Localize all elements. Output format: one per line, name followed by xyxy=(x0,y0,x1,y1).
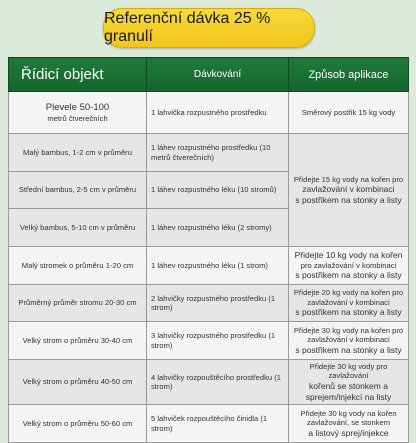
table-row xyxy=(9,285,409,322)
target-cell xyxy=(9,92,147,134)
method-text: Přidejte 30 kg vody na kořen xyxy=(300,408,397,418)
dose-cell: 1 lahvička rozpustného prostředku xyxy=(147,92,289,134)
table-row xyxy=(9,247,409,285)
method-text: sprejem/injekcí na listy xyxy=(305,391,392,402)
target-text: Plevele 50-100 xyxy=(45,101,110,113)
dosage-table xyxy=(8,57,409,443)
method-text: s postřikem na stonky a listy xyxy=(295,307,402,318)
method-text: Přidejte 15 kg vody na kořen pro xyxy=(293,174,404,184)
target-cell: Velký strom o průměru 50-60 cm xyxy=(9,405,147,443)
table-row xyxy=(9,134,409,172)
method-text: a listový sprej/injekce xyxy=(308,427,389,438)
target-cell: Malý bambus, 1-2 cm v průměru xyxy=(9,134,147,172)
dose-cell: 1 láhev rozpustného léku (2 stromy) xyxy=(147,209,289,247)
method-text: s postřikem na stonky a listy xyxy=(295,270,402,281)
header-dose: Dávkování xyxy=(147,58,289,92)
method-text: Přidejte 20 kg vody na kořen pro xyxy=(293,288,404,298)
method-text: zavlažování v kombinaci xyxy=(307,335,390,345)
method-text: zavlažování v kombinaci xyxy=(307,297,390,307)
method-cell xyxy=(289,247,409,285)
method-text: zavlažování, se stonkem xyxy=(306,418,391,428)
method-cell xyxy=(289,360,409,405)
header-method: Způsob aplikace xyxy=(289,58,409,92)
dose-cell: 1 láhev rozpustného léku (1 strom) xyxy=(147,247,289,285)
method-text: kořenů se stonkem a xyxy=(309,380,388,391)
dose-cell: 4 lahvičky rozpouštěcího prostředku (1 strom) xyxy=(147,360,289,405)
method-text: pro zavlažování v kombinaci xyxy=(300,260,397,270)
table-row xyxy=(9,322,409,360)
dose-cell: 1 láhev rozpustného léku (10 stromů) xyxy=(147,172,289,209)
table-row xyxy=(9,360,409,405)
header-target: Řídicí objekt xyxy=(9,58,147,92)
method-cell xyxy=(289,405,409,443)
dose-cell: 2 lahvičky rozpustného prostředku (1 strom) xyxy=(147,285,289,322)
method-cell xyxy=(289,322,409,360)
table-row xyxy=(9,92,409,134)
target-cell: Malý stromek o průměru 1-20 cm xyxy=(9,247,147,285)
page-title: Referenční dávka 25 % granulí xyxy=(103,8,315,48)
dose-cell: 1 láhev rozpustného prostředku (10 metrů čtverečních) xyxy=(147,134,289,172)
table-header-row xyxy=(9,58,409,92)
target-cell: Průměrný průměr stromu 20-30 cm xyxy=(9,285,147,322)
method-cell xyxy=(289,285,409,322)
target-text-sub: metrů čtverečních xyxy=(47,113,108,123)
dose-cell: 5 lahviček rozpouštěcího činidla (1 strom) xyxy=(147,405,289,443)
target-cell: Velký strom o průměru 30-40 cm xyxy=(9,322,147,360)
target-cell: Střední bambus, 2-5 cm v průměru xyxy=(9,172,147,209)
target-cell: Velký bambus, 5-10 cm v průměru xyxy=(9,209,147,247)
method-text: s postřikem na stonky a listy xyxy=(295,194,402,205)
method-text: Přidejte 30 kg vody pro zavlažování xyxy=(309,362,388,381)
method-cell xyxy=(289,134,409,247)
method-cell: Směrový postřik 15 kg vody xyxy=(289,92,409,134)
method-text: Přidejte 10 kg vody na kořen xyxy=(294,250,403,261)
method-text: Přidejte 30 kg vody na kořen pro xyxy=(293,325,404,335)
target-cell: Velký strom o průměru 40-50 cm xyxy=(9,360,147,405)
method-text: s postřikem na stonky a listy xyxy=(295,344,402,355)
method-text: zavlažování v kombinaci xyxy=(302,184,395,195)
dose-cell: 3 lahvičky rozpustného prostředku (1 strom) xyxy=(147,322,289,360)
table-row xyxy=(9,405,409,443)
